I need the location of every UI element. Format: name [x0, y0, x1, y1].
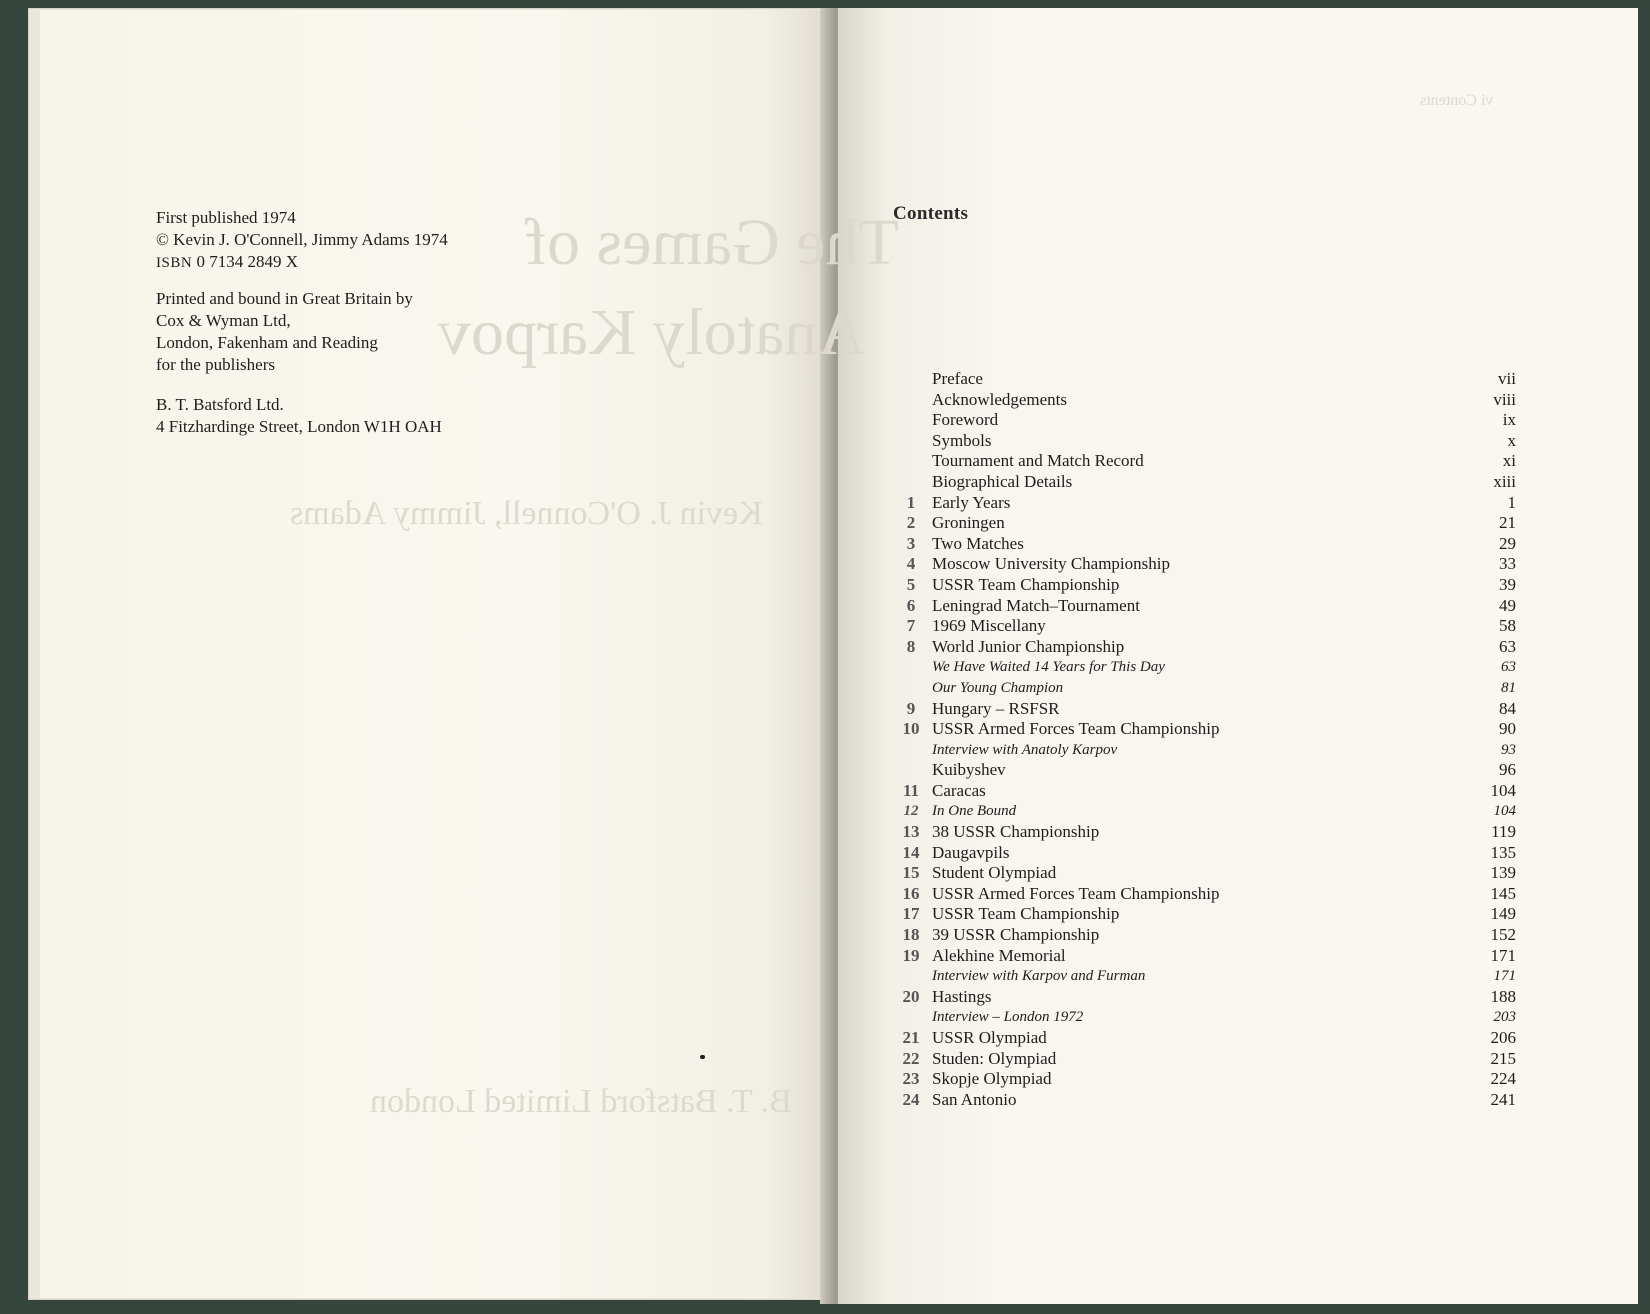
toc-title: Tournament and Match Record — [932, 451, 1144, 471]
toc-title: Interview – London 1972 — [932, 1009, 1084, 1026]
toc-page-number: 49 — [1499, 595, 1516, 615]
toc-title: Early Years — [932, 492, 1011, 512]
toc-subentry — [896, 678, 1516, 699]
toc-chapter-number: 7 — [906, 616, 916, 636]
ghost-title-line2: Anatoly Karpov — [438, 296, 866, 369]
toc-title: Studen: Olympiad — [932, 1048, 1057, 1068]
toc-title: Groningen — [932, 513, 1005, 533]
isbn-line — [156, 251, 448, 274]
toc-entry — [896, 760, 1516, 781]
toc-title: Acknowledgements — [932, 389, 1068, 409]
toc-entry — [896, 1069, 1516, 1090]
toc-page-number: 84 — [1499, 698, 1516, 718]
ghost-title-line1: The Games of — [525, 206, 899, 279]
toc-page-number: x — [1507, 430, 1516, 450]
toc-entry — [896, 431, 1516, 452]
toc-chapter-number: 5 — [906, 574, 916, 594]
toc-page-number: 29 — [1499, 533, 1516, 553]
toc-chapter-number: 1 — [906, 492, 916, 512]
toc-page-number: 215 — [1490, 1048, 1516, 1068]
toc-page-number: 224 — [1490, 1069, 1516, 1089]
toc-page-number: 139 — [1490, 863, 1516, 883]
toc-subentry — [896, 801, 1516, 822]
toc-chapter-number: 2 — [906, 513, 916, 533]
toc-chapter-number: 8 — [906, 636, 916, 656]
toc-page-number: 81 — [1501, 679, 1516, 696]
publisher-line: 4 Fitzhardinge Street, London W1H OAH — [156, 417, 442, 436]
toc-chapter-number: 24 — [902, 1089, 920, 1109]
toc-subentry — [896, 1007, 1516, 1028]
toc-chapter-number: 12 — [903, 803, 919, 820]
toc-page-number: xi — [1502, 451, 1516, 471]
table-of-contents — [896, 369, 1516, 1110]
printer-line: for the publishers — [156, 355, 275, 374]
toc-chapter-number: 23 — [902, 1069, 920, 1089]
toc-entry — [896, 554, 1516, 575]
toc-title: Interview with Karpov and Furman — [932, 968, 1146, 985]
toc-page-number: 21 — [1499, 513, 1516, 533]
toc-subentry — [896, 740, 1516, 761]
toc-chapter-number: 18 — [902, 925, 920, 945]
toc-entry — [896, 699, 1516, 720]
toc-page-number: 203 — [1493, 1009, 1516, 1026]
toc-page-number: 171 — [1493, 968, 1516, 985]
ghost-publisher: B. T. Batsford Limited London — [370, 1083, 792, 1120]
first-published: First published 1974 — [156, 208, 296, 227]
toc-entry — [896, 513, 1516, 534]
toc-page-number: 152 — [1490, 925, 1516, 945]
toc-page-number: viii — [1493, 389, 1516, 409]
copyright-line: © Kevin J. O'Connell, Jimmy Adams 1974 — [156, 230, 448, 249]
toc-entry — [896, 390, 1516, 411]
toc-entry — [896, 410, 1516, 431]
ghost-authors: Kevin J. O'Connell, Jimmy Adams — [290, 495, 763, 532]
imprint-publication — [156, 207, 448, 274]
toc-page-number: 1 — [1507, 492, 1516, 512]
toc-title: Two Matches — [932, 533, 1024, 553]
toc-entry — [896, 369, 1516, 390]
toc-title: We Have Waited 14 Years for This Day — [932, 659, 1165, 676]
toc-page-number: 104 — [1490, 780, 1516, 800]
toc-page-number: 149 — [1490, 904, 1516, 924]
toc-title: Hastings — [932, 986, 992, 1006]
toc-title: Student Olympiad — [932, 863, 1057, 883]
toc-page-number: vii — [1498, 369, 1516, 388]
imprint-publisher — [156, 394, 442, 438]
toc-page-number: 96 — [1499, 760, 1516, 780]
toc-page-number: 241 — [1490, 1089, 1516, 1109]
toc-chapter-number: 16 — [902, 883, 920, 903]
toc-chapter-number: 17 — [902, 904, 920, 924]
toc-title: Alekhine Memorial — [932, 945, 1066, 965]
toc-title: Caracas — [932, 780, 986, 800]
toc-entry — [896, 987, 1516, 1008]
printer-line: Cox & Wyman Ltd, — [156, 311, 291, 330]
toc-title: 38 USSR Championship — [932, 822, 1100, 842]
toc-subentry — [896, 966, 1516, 987]
toc-entry — [896, 781, 1516, 802]
ghost-contents-header: vi Contents — [1420, 92, 1494, 109]
toc-title: Our Young Champion — [932, 679, 1064, 696]
toc-page-number: 33 — [1499, 554, 1516, 574]
toc-entry — [896, 863, 1516, 884]
toc-entry — [896, 637, 1516, 658]
toc-title: Leningrad Match–Tournament — [932, 595, 1140, 615]
toc-page-number: 119 — [1491, 822, 1516, 842]
toc-title: 1969 Miscellany — [932, 616, 1046, 636]
toc-chapter-number: 21 — [902, 1028, 920, 1047]
toc-title: USSR Armed Forces Team Championship — [932, 883, 1220, 903]
toc-entry — [896, 493, 1516, 514]
toc-page-number: ix — [1502, 410, 1516, 430]
toc-subentry — [896, 657, 1516, 678]
toc-entry — [896, 1090, 1516, 1111]
toc-chapter-number: 3 — [906, 533, 916, 553]
toc-chapter-number: 10 — [902, 719, 920, 739]
toc-entry — [896, 843, 1516, 864]
toc-page-number: 188 — [1490, 986, 1516, 1006]
toc-title: Biographical Details — [932, 471, 1073, 491]
toc-chapter-number: 15 — [902, 863, 920, 883]
imprint-printer — [156, 288, 413, 376]
toc-chapter-number: 22 — [902, 1048, 920, 1068]
toc-entry — [896, 616, 1516, 637]
toc-title: In One Bound — [932, 803, 1017, 820]
toc-entry — [896, 884, 1516, 905]
toc-title: Daugavpils — [932, 842, 1010, 862]
toc-page-number: 206 — [1490, 1028, 1516, 1047]
toc-title: USSR Team Championship — [932, 574, 1120, 594]
toc-page-number: 93 — [1501, 741, 1516, 758]
isbn-label: ISBN — [156, 255, 193, 271]
toc-title: Hungary – RSFSR — [932, 698, 1060, 718]
toc-page-number: 58 — [1499, 616, 1516, 636]
printer-line: London, Fakenham and Reading — [156, 333, 378, 352]
toc-entry — [896, 1028, 1516, 1049]
toc-entry — [896, 534, 1516, 555]
toc-chapter-number: 20 — [902, 986, 920, 1006]
toc-entry — [896, 822, 1516, 843]
toc-page-number: 39 — [1499, 574, 1516, 594]
toc-title: USSR Team Championship — [932, 904, 1120, 924]
ink-speck — [700, 1055, 705, 1059]
toc-page-number: 104 — [1493, 803, 1516, 820]
toc-chapter-number: 13 — [902, 822, 920, 842]
toc-page-number: 171 — [1490, 945, 1516, 965]
toc-title: World Junior Championship — [932, 636, 1125, 656]
toc-title: USSR Armed Forces Team Championship — [932, 719, 1220, 739]
toc-title: 39 USSR Championship — [932, 925, 1100, 945]
toc-title: Kuibyshev — [932, 760, 1006, 780]
toc-entry — [896, 946, 1516, 967]
toc-title: Skopje Olympiad — [932, 1069, 1052, 1089]
toc-title: Foreword — [932, 410, 999, 430]
toc-entry — [896, 1049, 1516, 1070]
toc-title: Moscow University Championship — [932, 554, 1170, 574]
publisher-line: B. T. Batsford Ltd. — [156, 395, 284, 414]
toc-page-number: 90 — [1499, 719, 1516, 739]
toc-title: USSR Olympiad — [932, 1028, 1047, 1047]
toc-title: San Antonio — [932, 1089, 1017, 1109]
contents-title: Contents — [893, 203, 969, 224]
toc-chapter-number: 9 — [906, 698, 916, 718]
toc-chapter-number: 6 — [906, 595, 916, 615]
toc-chapter-number: 11 — [902, 780, 920, 800]
toc-title: Preface — [932, 369, 983, 388]
toc-chapter-number: 14 — [902, 842, 920, 862]
toc-page-number: 63 — [1499, 636, 1516, 656]
toc-chapter-number: 19 — [902, 945, 920, 965]
isbn-value: 0 7134 2849 X — [196, 252, 298, 271]
toc-entry — [896, 596, 1516, 617]
toc-entry — [896, 575, 1516, 596]
toc-page-number: xiii — [1493, 471, 1516, 491]
toc-entry — [896, 904, 1516, 925]
toc-title: Interview with Anatoly Karpov — [932, 741, 1118, 758]
toc-entry — [896, 472, 1516, 493]
toc-entry — [896, 719, 1516, 740]
toc-page-number: 145 — [1490, 883, 1516, 903]
toc-entry — [896, 451, 1516, 472]
toc-chapter-number: 4 — [906, 554, 916, 574]
toc-entry — [896, 925, 1516, 946]
toc-page-number: 63 — [1501, 659, 1516, 676]
printer-line: Printed and bound in Great Britain by — [156, 289, 413, 308]
toc-page-number: 135 — [1490, 842, 1516, 862]
toc-title: Symbols — [932, 430, 992, 450]
